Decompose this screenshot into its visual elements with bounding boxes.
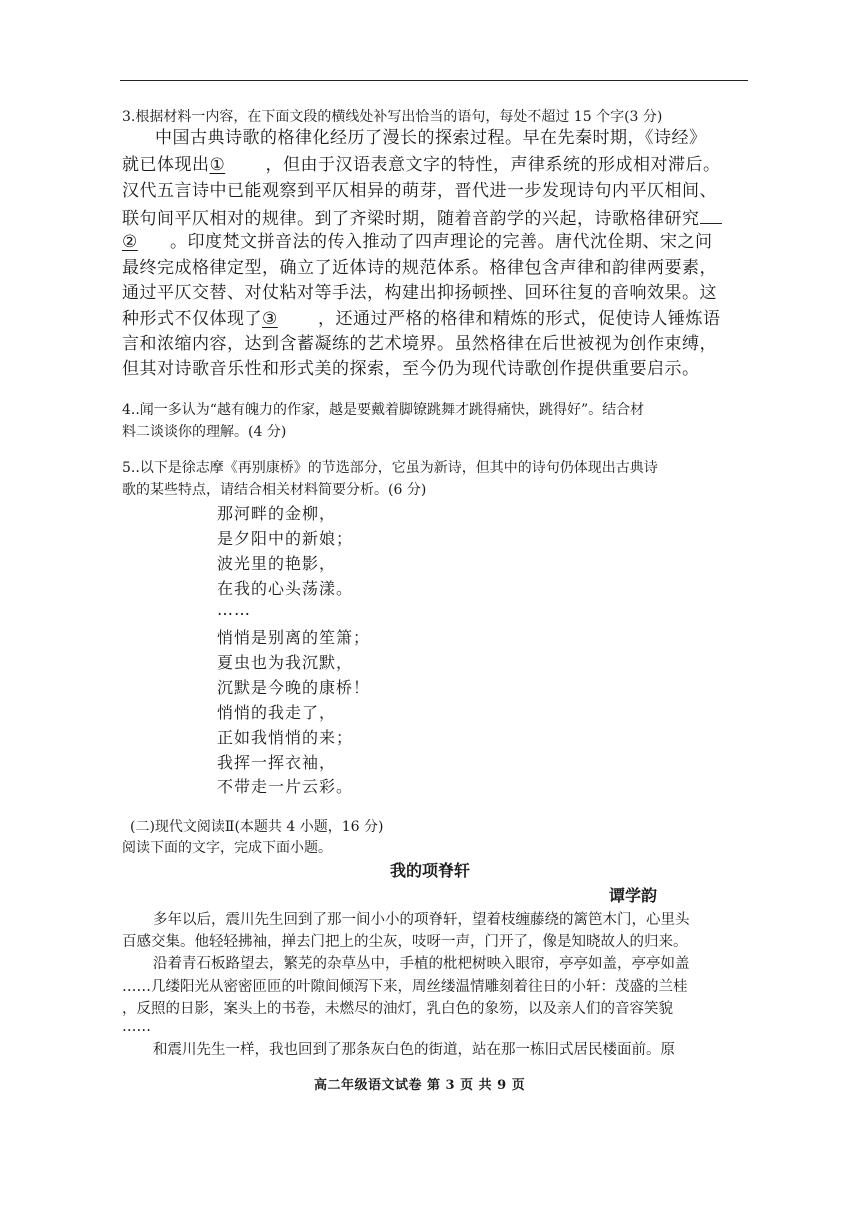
q3-passage-line-7: 通过平仄交替、对仗粘对等手法，构建出抑扬顿挫、回环往复的音响效果。这 (122, 283, 717, 303)
q3-passage-line-2 (122, 157, 721, 174)
q3-prompt: 3.根据材料一内容，在下面文段的横线处补写出恰当的语句，每处不超过 15 个字(3 分) (122, 109, 663, 125)
poem-line: 那河畔的金柳， (217, 504, 337, 523)
q3-passage-line-6: 最终完成格律定型，确立了近体诗的规范体系。格律包含声律和韵律两要素， (122, 258, 717, 278)
q3-text: ，还通过严格的格律和精炼的形式，促使诗人锤炼语 (318, 309, 721, 329)
q3-passage-line-9: 言和浓缩内容，达到含蓄凝练的艺术境界。虽然格律在后世被视为创作束缚， (122, 334, 717, 354)
poem-line: 是夕阳中的新娘； (217, 529, 354, 548)
q3-text: 联句间平仄相对的规律。到了齐梁时期，随着音韵学的兴起，诗歌格律研究 (122, 209, 700, 229)
article-line: 百感交集。他轻轻拂袖，掸去门把上的尘灰，吱呀一声，门开了，像是知晓故人的归来。 (122, 934, 688, 950)
answer-blank-3[interactable]: ③ (262, 309, 278, 329)
header-rule (120, 80, 748, 81)
answer-blank-2-start[interactable] (700, 209, 722, 224)
poem-ellipsis: …… (217, 600, 251, 619)
article-line: 多年以后，震川先生回到了那一间小小的项脊轩，望着枝缠藤绕的篱笆木门，心里头 (153, 912, 690, 928)
q3-passage-line-8 (122, 311, 721, 328)
q5-prompt-line-2: 歌的某些特点，请结合相关材料简要分析。(6 分) (122, 482, 427, 498)
article-title: 我的项脊轩 (390, 861, 471, 880)
article-author: 谭学韵 (609, 886, 658, 905)
article-line: ……几缕阳光从密密匝匝的叶隙间倾泻下来，周丝缕温情雕刻着往日的小轩：茂盛的兰桂 (122, 979, 688, 995)
section-heading: (二)现代文阅读Ⅱ(本题共 4 小题，16 分) (130, 819, 384, 835)
poem-line: 在我的心头荡漾。 (217, 579, 354, 598)
poem-line: 不带走一片云彩。 (217, 777, 354, 796)
poem-line: 悄悄是别离的笙箫； (217, 628, 371, 647)
article-line: …… (122, 1019, 151, 1035)
answer-blank-1[interactable]: ① (209, 155, 226, 175)
poem-line: 正如我悄悄的来； (217, 728, 354, 747)
q3-passage-line-3: 汉代五言诗中已能观察到平仄相异的萌芽，晋代进一步发现诗句内平仄相间、 (122, 181, 717, 201)
poem-line: 悄悄的我走了， (217, 703, 337, 722)
section-instruction: 阅读下面的文字，完成下面小题。 (122, 840, 332, 856)
article-line: ，反照的日影，案头上的书卷，未燃尽的油灯，乳白色的象笏，以及亲人们的音容笑貌 (122, 1001, 673, 1017)
article-line: 和震川先生一样，我也回到了那条灰白色的街道，站在那一栋旧式居民楼面前。原 (153, 1042, 675, 1058)
poem-line: 我挥一挥衣袖， (217, 753, 337, 772)
page-footer: 高二年级语文试卷 第 3 页 共 9 页 (314, 1078, 526, 1093)
q5-prompt-line-1: 5..以下是徐志摩《再别康桥》的节选部分，它虽为新诗，但其中的诗句仍体现出古典诗 (122, 460, 658, 476)
q3-text: 种形式不仅体现了 (122, 309, 262, 329)
poem-line: 夏虫也为我沉默， (217, 653, 354, 672)
q3-text: ，但由于汉语表意文字的特性，声律系统的形成相对滞后。 (265, 155, 721, 175)
article-line: 沿着青石板路望去，繁芜的杂草丛中，手植的枇杷树映入眼帘，亭亭如盖，亭亭如盖 (153, 956, 690, 972)
answer-blank-2[interactable]: ② (122, 232, 138, 252)
q3-passage-line-4 (122, 209, 722, 228)
q3-passage-line-5 (122, 234, 713, 251)
q3-text: 。印度梵文拼音法的传入推动了四声理论的完善。唐代沈佺期、宋之问 (170, 232, 713, 252)
q4-prompt-line-1: 4..闻一多认为“越有魄力的作家，越是要戴着脚镣跳舞才跳得痛快，跳得好”。结合材 (122, 402, 645, 418)
poem-line: 波光里的艳影， (217, 554, 337, 573)
q4-prompt-line-2: 料二谈谈你的理解。(4 分) (122, 424, 287, 440)
q3-passage-line-10: 但其对诗歌音乐性和形式美的探索，至今仍为现代诗歌创作提供重要启示。 (122, 359, 700, 379)
q3-text: 就已体现出 (122, 155, 210, 175)
q3-passage-line-1: 中国古典诗歌的格律化经历了漫长的探索过程。早在先秦时期，《诗经》 (155, 128, 707, 148)
poem-line: 沉默是今晚的康桥！ (217, 678, 371, 697)
